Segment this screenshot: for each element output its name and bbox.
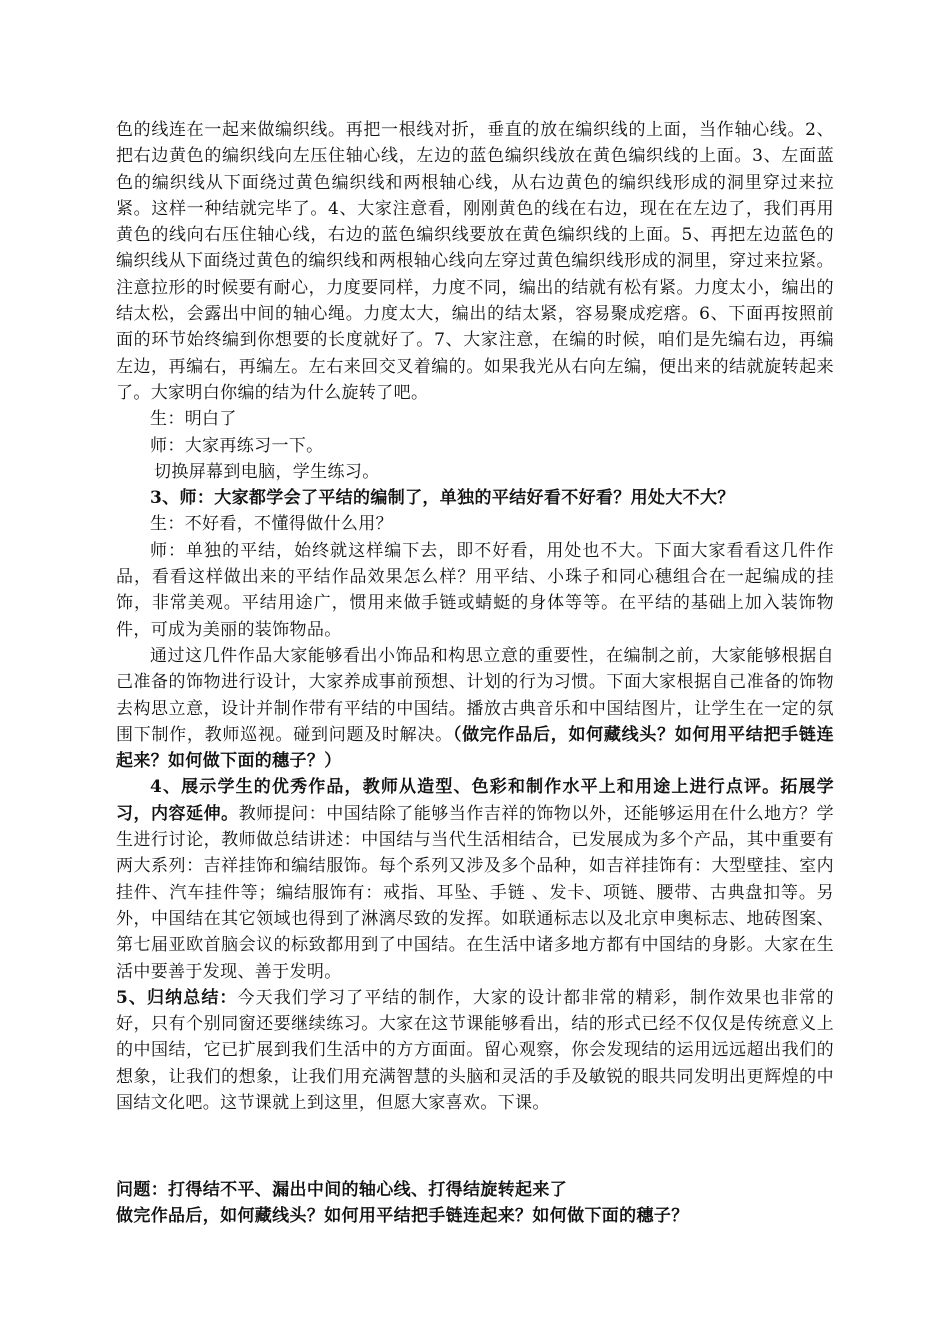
- section-heading-5: 5、归纳总结：今天我们学习了平结的制作，大家的设计都非常的精彩，制作效果也非常的好，只有个别同窗还要继续练习。大家在这节课能够看出，结的形式已经不仅仅是传统意义上的中国结，它已扩展到我们生活中的方方面面。留心观察，你会发现结的运用远远超出我们的想象，让我们的想象，让我们用充满智慧的头脑和灵活的手及敏锐的眼共同发明出更辉煌的中国结文化吧。这节课就上到这里，但愿大家喜欢。下课。: [116, 987, 834, 1113]
- questions-section: [116, 1177, 834, 1230]
- dialogue-student-not-pretty: 生：不好看，不懂得做什么用？: [150, 514, 393, 535]
- questions-line-1: 问题：打得结不平、漏出中间的轴心线、打得结旋转起来了: [116, 1180, 568, 1200]
- section-heading-3: 3、师：大家都学会了平结的编制了，单独的平结好看不好看？用处大不大？: [150, 488, 735, 509]
- paragraph-design-works: 通过这几件作品大家能够看出小饰品和构思立意的重要性，在编制之前，大家能够根据自己准备的饰物进行设计，大家养成事前预想、计划的行为习惯。下面大家根据自己准备的饰物去构思立意，设计并制作带有平结的中国结。播放古典音乐和中国结图片，让学生在一定的氛围下制作，教师巡视。碰到问题及时解决。（做完作品后，如何藏线头？如何用平结把手链连起来？如何做下面的穗子？）: [116, 645, 834, 772]
- dialogue-teacher-practice: 师：大家再练习一下。: [150, 435, 324, 456]
- paragraph-weaving-steps: 色的线连在一起来做编织线。再把一根线对折，垂直的放在编织线的上面，当作轴心线。2、把右边黄色的编织线向左压住轴心线，左边的蓝色编织线放在黄色编织线的上面。3、左面蓝色的编织线从下面绕过黄色编织线和两根轴心线，从右边黄色的编织线形成的洞里穿过来拉紧。这样一种结就完毕了。4、大家注意看，刚刚黄色的线在右边，现在在左边了，我们再用黄色的线向右压住轴心线，右边的蓝色编织线要放在黄色编织线的上面。5、再把左边蓝色的编织线从下面绕过黄色的编织线和两根轴心线向左穿过黄色编织线形成的洞里，穿过来拉紧。注意拉形的时候要有耐心，力度要同样，力度不同，编出的结就有松有紧。力度太小，编出的结太松，会露出中间的轴心绳。力度太大，编出的结太紧，容易聚成疙瘩。6、下面再按照前面的环节始终编到你想要的长度就好了。7、大家注意，在编的时候，咱们是先编右边，再编左边，再编右，再编左。左右来回交叉着编的。如果我光从右向左编，便出来的结就旋转起来了。大家明白你编的结为什么旋转了吧。: [116, 120, 834, 403]
- section-heading-4: 4、展示学生的优秀作品，教师从造型、色彩和制作水平上和用途上进行点评。拓展学习，内容延伸。教师提问：中国结除了能够当作吉祥的饰物以外，还能够运用在什么地方？学生进行讨论，教师做总结讲述：中国结与当代生活相结合，已发展成为多个产品，其中重要有两大系列：吉祥挂饰和编结服饰。每个系列又涉及多个品种，如吉祥挂饰有：大型壁挂、室内挂件、汽车挂件等；编结服饰有：戒指、耳坠、手链 、发卡、项链、腰带、古典盘扣等。另外，中国结在其它领域也得到了淋漓尽致的发挥。如联通标志以及北京申奥标志、地砖图案、第七届亚欧首脑会议的标致都用到了中国结。在生活中诸多地方都有中国结的身影。大家在生活中要善于发现、善于发明。: [116, 777, 835, 982]
- questions-line-2: 做完作品后，如何藏线头？如何用平结把手链连起来？如何做下面的穗子？: [116, 1206, 689, 1227]
- instruction-switch-screen: 切换屏幕到电脑，学生练习。: [154, 461, 380, 482]
- paragraph-teacher-works: 师：单独的平结，始终就这样编下去，即不好看，用处也不大。下面大家看看这几件作品，看看这样做出来的平结作品效果怎么样？用平结、小珠子和同心穗组合在一起编成的挂饰，非常美观。平结用途广，惯用来做手链或蜻蜓的身体等等。在平结的基础上加入装饰物件，可成为美丽的装饰物品。: [116, 540, 834, 640]
- dialogue-student-understood: 生：明白了: [150, 409, 237, 430]
- document-body: [116, 117, 834, 1116]
